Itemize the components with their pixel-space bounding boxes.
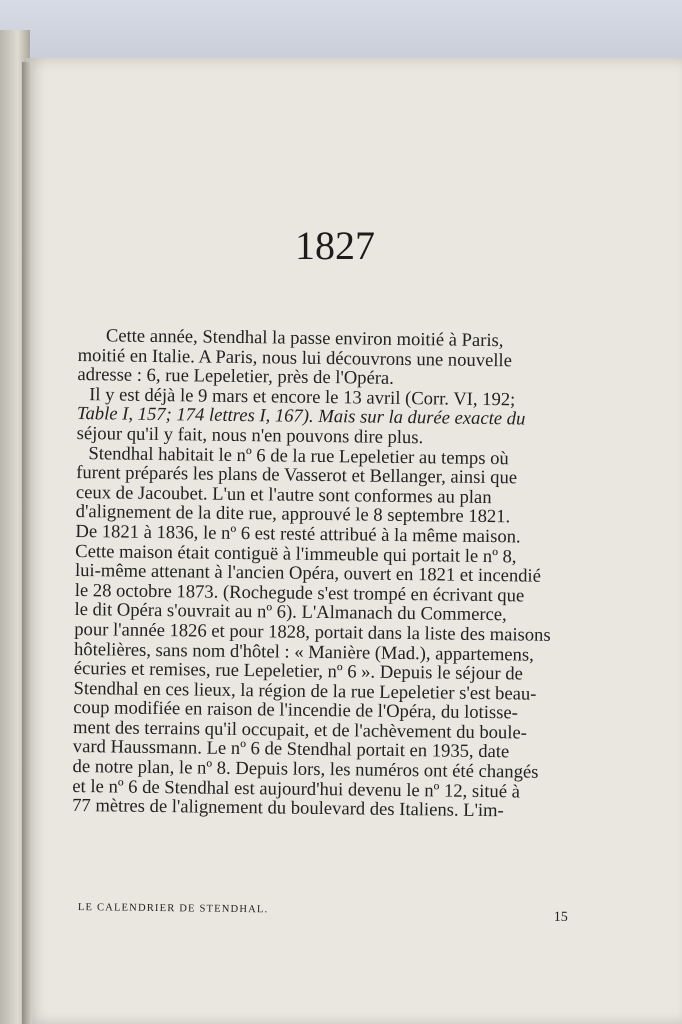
text-line: furent préparés les plans de Vasserot et Bellanger, ainsi que [76,462,518,489]
text-line: 77 mètres de l'alignement du boulevard des Italiens. L'im- [72,795,504,822]
text-line: ceux de Jacoubet. L'un et l'autre sont conformes au plan [75,481,492,508]
text-line: le dit Opéra s'ouvrait au nº 6). L'Almanach du Commerce, [74,599,507,626]
text-line: coup modifiée en raison de l'incendie de l'Opéra, du lotisse- [73,697,518,724]
page-number: 15 [553,909,568,925]
text-line: ment des terrains qu'il occupait, et de l'achèvement du boule- [72,716,528,744]
text-line: lui-même attenant à l'ancien Opéra, ouvert en 1821 et incendié [74,560,542,587]
running-title: LE CALENDRIER DE STENDHAL. [77,902,269,916]
text-line: De 1821 à 1836, le nº 6 est resté attribué à la même maison. [75,520,521,548]
text-line: Stendhal habitait le nº 6 de la rue Lepeletier au temps où [88,442,509,469]
text-line: moitié en Italie. A Paris, nous lui découvrons une nouvelle [77,344,513,371]
text-line: écuries et remises, rue Lepeletier, nº 6 ». Depuis le séjour de [73,658,523,685]
text-line: Cette maison était contiguë à l'immeuble qui portait le nº 8, [75,540,517,567]
page-gutter [22,62,32,1024]
paragraph [77,385,590,450]
text-line: Table I, 157; 174 lettres I, 167). Mais sur la durée exacte du [76,403,526,430]
text-line: hôtelières, sans nom d'hôtel : « Manière (Mad.), appartemens, [73,638,534,666]
text-line: et le nº 6 de Stendhal est aujourd'hui devenu le nº 12, situé à [72,775,521,803]
text-line: pour l'année 1826 et pour 1828, portait dans la liste des maisons [74,618,551,646]
text-line: vard Haussmann. Le nº 6 de Stendhal portait en 1935, date [72,736,510,763]
text-line: séjour qu'il y fait, nous n'en pouvons dire plus. [76,422,424,449]
text-line: de notre plan, le nº 8. Depuis lors, les numéros ont été changés [72,756,539,783]
text-line: d'alignement de la dite rue, approuvé le 8 septembre 1821. [75,501,511,528]
year-heading: 1827 [295,223,375,268]
text-line: Stendhal en ces lieux, la région de la rue Lepeletier s'est beau- [73,677,537,705]
text-line: Il y est déjà le 9 mars et encore le 13 avril (Corr. VI, 192; [89,383,516,411]
paragraph [72,444,589,823]
text-line: adresse : 6, rue Lepeletier, près de l'Opéra. [77,364,394,390]
text-line: Cette année, Stendhal la passe environ moitié à Paris, [105,325,504,352]
body-text [72,326,590,822]
paragraph [77,326,590,391]
text-line: le 28 octobre 1873. (Rochegude s'est trompé en écrivant que [74,579,525,607]
